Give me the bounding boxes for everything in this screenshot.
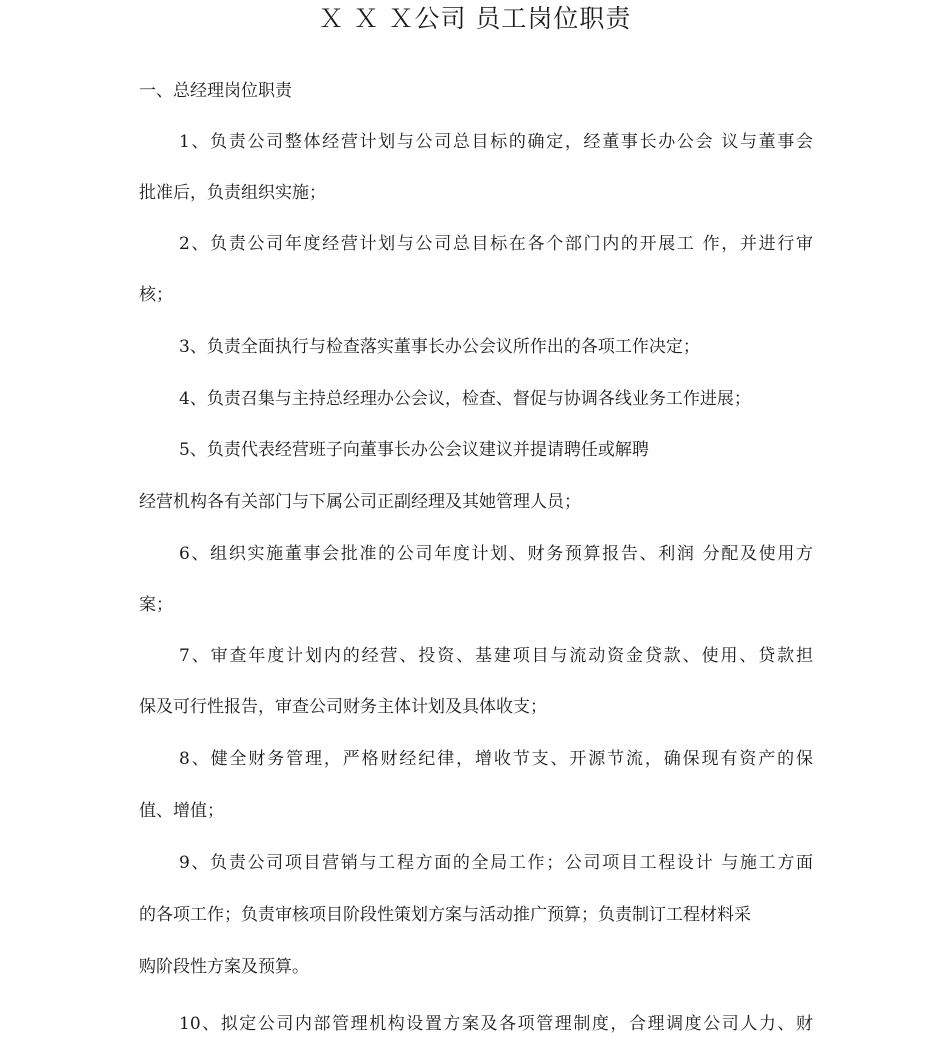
paragraph-line: 批准后，负责组织实施；: [139, 183, 326, 203]
paragraph-line: 的各项工作；负责审核项目阶段性策划方案与活动推广预算；负责制订工程材料采: [139, 905, 751, 925]
paragraph-line: 1、负责公司整体经营计划与公司总目标的确定，经董事长办公会 议与董事会: [179, 132, 813, 152]
paragraph-line: 购阶段性方案及预算。: [139, 957, 309, 977]
paragraph-line: 案；: [139, 595, 173, 615]
paragraph-line: 保及可行性报告，审查公司财务主体计划及具体收支；: [139, 697, 547, 717]
paragraph-line: 核；: [139, 285, 173, 305]
paragraph-line: 2、负责公司年度经营计划与公司总目标在各个部门内的开展工 作，并进行审: [179, 234, 813, 254]
paragraph-line: 8、健全财务管理，严格财经纪律，增收节支、开源节流，确保现有资产的保: [179, 749, 813, 769]
paragraph-line: 6、组织实施董事会批准的公司年度计划、财务预算报告、利润 分配及使用方: [179, 544, 813, 564]
paragraph-line: 4、负责召集与主持总经理办公会议，检查、督促与协调各线业务工作进展；: [179, 389, 751, 409]
section-heading: 一、总经理岗位职责: [139, 81, 292, 101]
paragraph-line: 经营机构各有关部门与下属公司正副经理及其她管理人员；: [139, 492, 581, 512]
document-title: Ｘ Ｘ Ｘ公司 员工岗位职责: [318, 4, 632, 33]
paragraph-line: 值、增值；: [139, 801, 224, 821]
paragraph-line: 7、审查年度计划内的经营、投资、基建项目与流动资金贷款、使用、贷款担: [179, 646, 813, 666]
paragraph-line: 3、负责全面执行与检查落实董事长办公会议所作出的各项工作决定；: [179, 337, 700, 357]
paragraph-line: 5、负责代表经营班子向董事长办公会议建议并提请聘任或解聘: [179, 440, 649, 460]
paragraph-line: 9、负责公司项目营销与工程方面的全局工作；公司项目工程设计 与施工方面: [179, 853, 813, 873]
paragraph-line: 10、拟定公司内部管理机构设置方案及各项管理制度，合理调度公司人力、财: [179, 1014, 813, 1034]
